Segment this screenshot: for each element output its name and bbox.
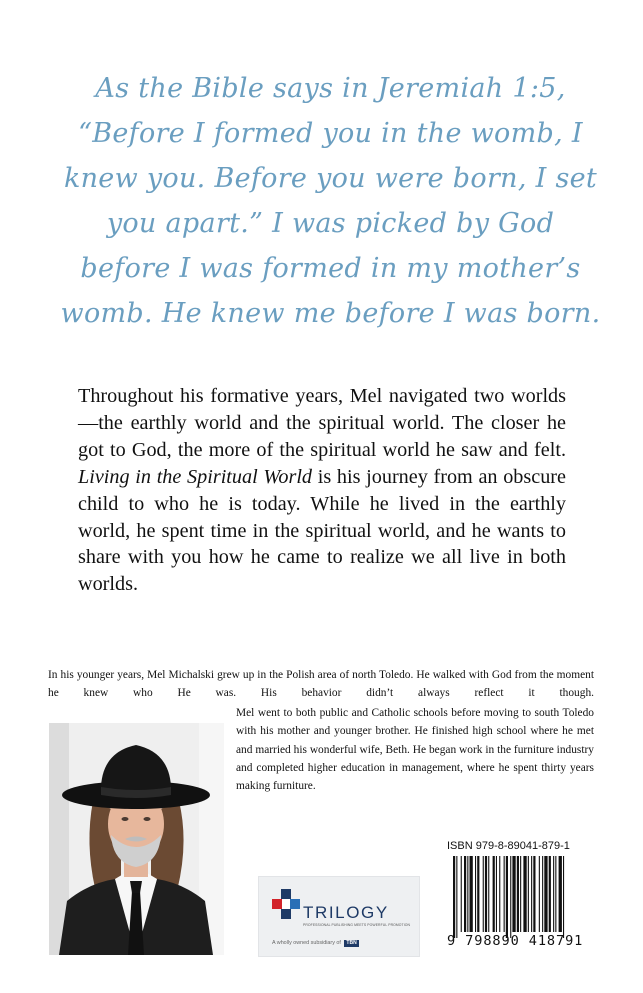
barcode-bar — [499, 856, 500, 932]
barcode-bar — [483, 856, 484, 932]
author-photo — [49, 723, 224, 955]
tbn-logo-icon: TBN — [346, 940, 357, 946]
barcode-bar — [520, 856, 521, 932]
book-title: Living in the Spiritual World — [78, 465, 313, 488]
barcode-bar — [528, 856, 529, 932]
barcode-bar — [553, 856, 554, 932]
quote-line: you apart.” I was picked by God — [106, 208, 555, 239]
publisher-logo-panel — [258, 876, 420, 957]
summary-text: Throughout his formative years, Mel navigated two worlds—the earthly world and the spiritual world. The closer he got to God, the more of the spiritual world he saw and felt. — [78, 385, 566, 461]
barcode-bar — [453, 856, 455, 938]
barcode-bar — [533, 856, 535, 932]
barcode-bar — [496, 856, 497, 932]
trilogy-logo-icon — [272, 889, 300, 919]
barcode-bar — [461, 856, 462, 932]
quote-line: “Before I formed you in the womb, I — [78, 118, 583, 149]
barcode-bar — [542, 856, 543, 932]
barcode-bar — [464, 856, 466, 932]
isbn-barcode — [447, 840, 597, 955]
barcode-bar — [467, 856, 468, 932]
scripture-quote — [58, 66, 603, 336]
subsidiary-text: A wholly owned subsidiary of — [272, 940, 341, 946]
author-portrait-icon — [49, 723, 224, 955]
barcode-bar — [477, 856, 479, 932]
quote-line: knew you. Before you were born, I set — [63, 163, 598, 194]
barcode-bar — [523, 856, 526, 932]
barcode-bar — [512, 856, 515, 932]
barcode-bar — [475, 856, 476, 932]
quote-line: As the Bible says in Jeremiah 1:5, — [95, 73, 566, 104]
barcode-bar — [531, 856, 532, 932]
barcode-bar — [485, 856, 487, 932]
barcode-bar — [563, 856, 564, 938]
summary-text: is his journey from an obscure child to who he is today. While he lived in the earthly world, he spent time in the spiritual world, and he wants to share with you how he came to realize we all live in both worlds. — [78, 465, 566, 596]
publisher-tagline: PROFESSIONAL PUBLISHING MEETS POWERFUL PROMOTION — [303, 923, 411, 927]
barcode-bar — [488, 856, 489, 932]
barcode-bar — [517, 856, 519, 932]
barcode-bar — [539, 856, 540, 932]
author-bio-lead: In his younger years, Mel Michalski grew up in the Polish area of north Toledo. He walked with God from the moment he knew who He was. His behavior didn’t always reflect it though. — [48, 669, 594, 700]
barcode-bar — [544, 856, 547, 932]
barcode-bar — [504, 856, 505, 932]
barcode-icon — [453, 856, 593, 938]
publisher-name: TRILOGY — [303, 903, 389, 922]
barcode-bar — [559, 856, 562, 932]
barcode-bar — [470, 856, 473, 932]
quote-line: womb. He knew me before I was born. — [60, 298, 601, 329]
isbn-label: ISBN 979-8-89041-879-1 — [447, 840, 570, 852]
book-summary — [78, 383, 566, 598]
quote-line: before I was formed in my mother’s — [80, 253, 581, 284]
barcode-bar — [506, 856, 508, 938]
barcode-bar — [549, 856, 551, 932]
barcode-bar — [456, 856, 457, 938]
author-bio-rest: Mel went to both public and Catholic schools before moving to south Toledo with his mother and younger brother. He finished high school where he met and married his wonderful wife, Beth. He began work in the furniture industry and completed higher education in management, where he spent thirty years making furniture. — [236, 707, 594, 793]
barcode-digits: 9 798890 418791 — [447, 933, 584, 949]
publisher-subsidiary — [272, 940, 359, 947]
barcode-bar — [493, 856, 495, 932]
barcode-bar — [555, 856, 556, 932]
barcode-bar — [510, 856, 511, 938]
